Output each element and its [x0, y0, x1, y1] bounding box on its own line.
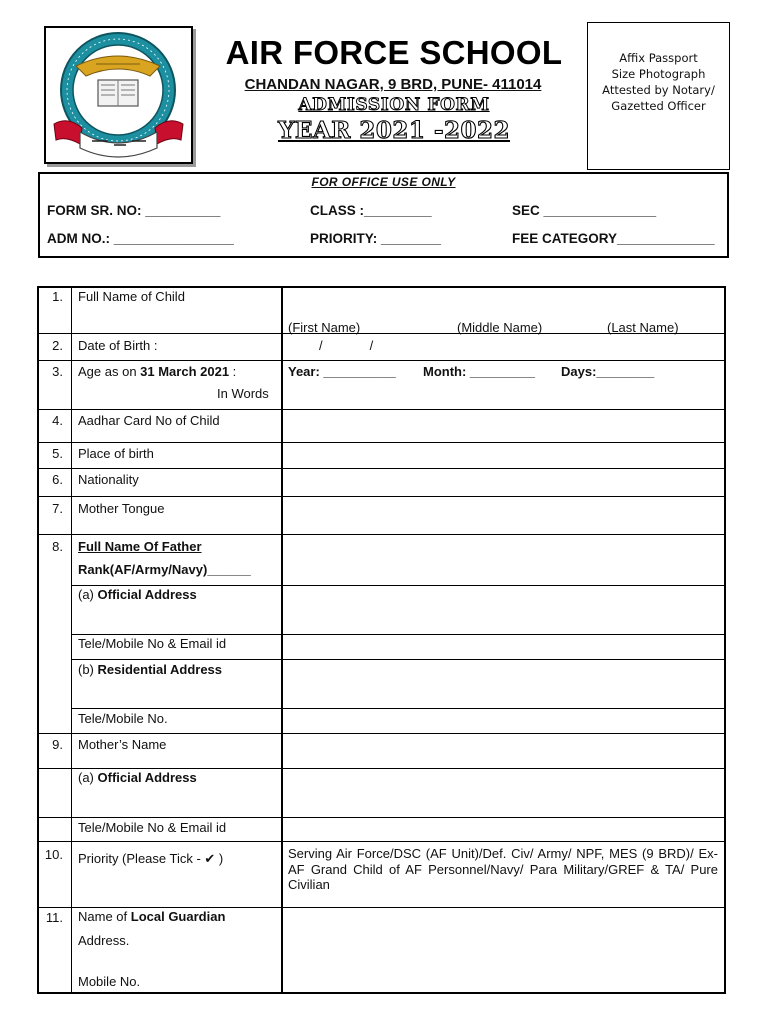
- office-use-title: FOR OFFICE USE ONLY: [311, 175, 456, 189]
- full-name-of-child-label: Full Name of Child: [78, 289, 185, 304]
- mother-official-address-input[interactable]: [283, 770, 724, 816]
- row-number: 6.: [52, 472, 63, 487]
- age-label-prefix: Age as on: [78, 364, 141, 379]
- item-prefix: (a): [78, 587, 98, 602]
- fee-category-field[interactable]: FEE CATEGORY_____________: [512, 231, 715, 246]
- row-divider: [37, 496, 726, 497]
- school-logo: [44, 26, 193, 164]
- guardian-label-prefix: Name of: [78, 909, 131, 924]
- row-divider: [37, 907, 726, 908]
- mother-tele-email-input[interactable]: [283, 819, 724, 840]
- guardian-label-bold: Local Guardian: [130, 909, 226, 924]
- mother-name-input[interactable]: [283, 735, 724, 767]
- age-month-field[interactable]: Month: _________: [423, 364, 535, 379]
- row-number: 1.: [52, 289, 63, 304]
- residential-address-text: Residential Address: [97, 662, 223, 677]
- aadhar-label: Aadhar Card No of Child: [78, 413, 220, 428]
- age-as-on-label: [78, 364, 236, 379]
- row-number: 5.: [52, 446, 63, 461]
- row-number: 3.: [52, 364, 63, 379]
- guardian-address-label: Address.: [78, 933, 130, 948]
- photo-instruction-line: Gazetted Officer: [611, 99, 706, 113]
- local-guardian-input[interactable]: [283, 909, 724, 992]
- row-number: 7.: [52, 501, 63, 516]
- form-title: ADMISSION FORM: [298, 95, 490, 115]
- age-days-field[interactable]: Days:________: [561, 364, 655, 379]
- date-of-birth-input[interactable]: [283, 335, 724, 359]
- row-divider: [37, 442, 726, 443]
- mother-tongue-input[interactable]: [283, 498, 724, 533]
- father-official-address-input[interactable]: [283, 587, 724, 633]
- father-name-label: Full Name Of Father: [78, 539, 202, 554]
- row-number: 9.: [52, 737, 63, 752]
- row-divider: [37, 768, 726, 769]
- nationality-label: Nationality: [78, 472, 139, 487]
- in-words-label: In Words: [217, 386, 269, 401]
- row-divider: [37, 534, 726, 535]
- school-address: CHANDAN NAGAR, 9 BRD, PUNE- 411014: [244, 76, 542, 93]
- last-name-hint: (Last Name): [607, 320, 679, 335]
- father-rank-field[interactable]: Rank(AF/Army/Navy)______: [78, 562, 251, 577]
- row-divider: [37, 360, 726, 361]
- row-divider: [71, 708, 726, 709]
- date-of-birth-label: Date of Birth :: [78, 338, 158, 353]
- photo-instruction-line: Affix Passport: [619, 51, 698, 65]
- date-separators: / /: [319, 338, 374, 353]
- father-name-input[interactable]: [283, 536, 724, 584]
- father-tele-email-label: Tele/Mobile No & Email id: [78, 636, 227, 651]
- father-residential-address-label: [78, 662, 222, 677]
- row-divider: [37, 733, 726, 734]
- row-divider: [71, 585, 726, 586]
- row-divider: [37, 817, 726, 818]
- place-of-birth-label: Place of birth: [78, 446, 154, 461]
- priority-tick-label: Priority (Please Tick - ✔ ): [78, 851, 224, 866]
- father-tele-input[interactable]: [283, 710, 724, 732]
- row-number: 2.: [52, 338, 63, 353]
- father-official-address-label: [78, 587, 197, 602]
- father-tele-email-input[interactable]: [283, 636, 724, 658]
- aadhar-input[interactable]: [283, 411, 724, 441]
- guardian-mobile-label: Mobile No.: [78, 974, 141, 989]
- mother-tongue-label: Mother Tongue: [78, 501, 165, 516]
- priority-options[interactable]: Serving Air Force/DSC (AF Unit)/Def. Civ/ Army/ NPF, MES (9 BRD)/ Ex-AF Grand Child of AF Personnel/Navy/ Para Military/GREF & TA/ Pure Civilian: [288, 846, 718, 892]
- row-divider: [37, 841, 726, 842]
- photo-instruction-line: Attested by Notary/: [602, 83, 715, 97]
- item-prefix: (a): [78, 770, 98, 785]
- adm-no-field[interactable]: ADM NO.: ________________: [47, 231, 234, 246]
- age-label-suffix: :: [229, 364, 237, 379]
- mother-official-address-label: [78, 770, 197, 785]
- row-divider: [37, 468, 726, 469]
- first-name-hint: (First Name): [288, 320, 361, 335]
- row-number: 10.: [44, 847, 63, 862]
- local-guardian-label: [78, 909, 225, 924]
- photo-instruction-line: Size Photograph: [611, 67, 706, 81]
- column-divider: [71, 286, 72, 994]
- mother-name-label: Mother’s Name: [78, 737, 167, 752]
- school-name: AIR FORCE SCHOOL: [225, 34, 563, 71]
- priority-field[interactable]: PRIORITY: ________: [310, 231, 442, 246]
- middle-name-hint: (Middle Name): [457, 320, 543, 335]
- official-address-text: Official Address: [97, 587, 197, 602]
- mother-tele-email-label: Tele/Mobile No & Email id: [78, 820, 227, 835]
- form-sr-no-field[interactable]: FORM SR. NO: __________: [47, 203, 221, 218]
- row-number: 8.: [52, 539, 63, 554]
- age-year-field[interactable]: Year: __________: [288, 364, 396, 379]
- age-reference-date: 31 March 2021: [140, 364, 230, 379]
- father-tele-label: Tele/Mobile No.: [78, 711, 168, 726]
- row-number: 11.: [45, 910, 63, 925]
- row-divider: [37, 409, 726, 410]
- child-name-input[interactable]: [283, 288, 724, 332]
- official-address-text: Official Address: [97, 770, 197, 785]
- nationality-input[interactable]: [283, 470, 724, 495]
- academic-year: YEAR 2021 -2022: [278, 117, 510, 144]
- item-prefix: (b): [78, 662, 98, 677]
- school-emblem-icon: [46, 28, 191, 162]
- place-of-birth-input[interactable]: [283, 444, 724, 467]
- section-field[interactable]: SEC _______________: [512, 203, 657, 218]
- photo-box: [587, 22, 730, 170]
- row-divider: [71, 634, 726, 635]
- class-field[interactable]: CLASS :_________: [310, 203, 432, 218]
- father-residential-address-input[interactable]: [283, 661, 724, 707]
- row-number: 4.: [52, 413, 63, 428]
- row-divider: [71, 659, 726, 660]
